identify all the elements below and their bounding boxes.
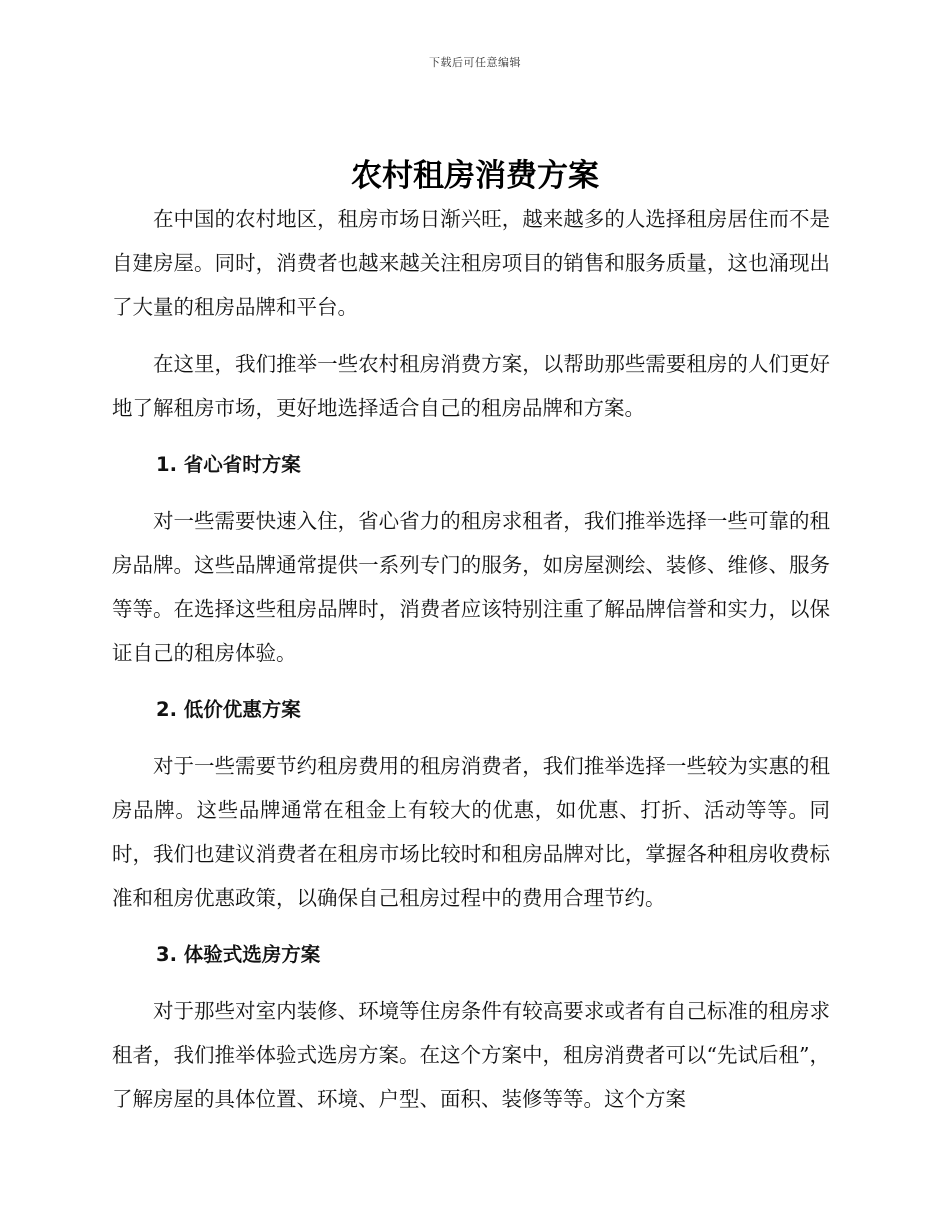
document-title: 农村租房消费方案: [351, 158, 599, 194]
section-paragraph-3: 对于那些对室内装修、环境等住房条件有较高要求或者有自己标准的租房求租者，我们推举体验式选房方案。在这个方案中，租房消费者可以“先试后租”，了解房屋的具体位置、环境、户型、面积、装修等等。这个方案: [112, 999, 830, 1111]
intro-paragraph-1: 在中国的农村地区，租房市场日渐兴旺，越来越多的人选择租房居住而不是自建房屋。同时，消费者也越来越关注租房项目的销售和服务质量，这也涌现出了大量的租房品牌和平台。: [112, 207, 830, 319]
section-heading-3: 3. 体验式选房方案: [156, 943, 321, 966]
section-paragraph-1: 对一些需要快速入住，省心省力的租房求租者，我们推举选择一些可靠的租房品牌。这些品牌通常提供一系列专门的服务，如房屋测绘、装修、维修、服务等等。在选择这些租房品牌时，消费者应该特别注重了解品牌信誉和实力，以保证自己的租房体验。: [112, 509, 830, 665]
document-body: [112, 197, 830, 1134]
header-note: 下载后可任意编辑: [429, 56, 521, 69]
section-heading-2: 2. 低价优惠方案: [156, 698, 301, 721]
intro-paragraph-2: 在这里，我们推举一些农村租房消费方案，以帮助那些需要租房的人们更好地了解租房市场，更好地选择适合自己的租房品牌和方案。: [112, 352, 830, 420]
section-heading-1: 1. 省心省时方案: [156, 453, 301, 476]
section-paragraph-2: 对于一些需要节约租房费用的租房消费者，我们推举选择一些较为实惠的租房品牌。这些品牌通常在租金上有较大的优惠，如优惠、打折、活动等等。同时，我们也建议消费者在租房市场比较时和租房品牌对比，掌握各种租房收费标准和租房优惠政策，以确保自己租房过程中的费用合理节约。: [112, 754, 830, 910]
